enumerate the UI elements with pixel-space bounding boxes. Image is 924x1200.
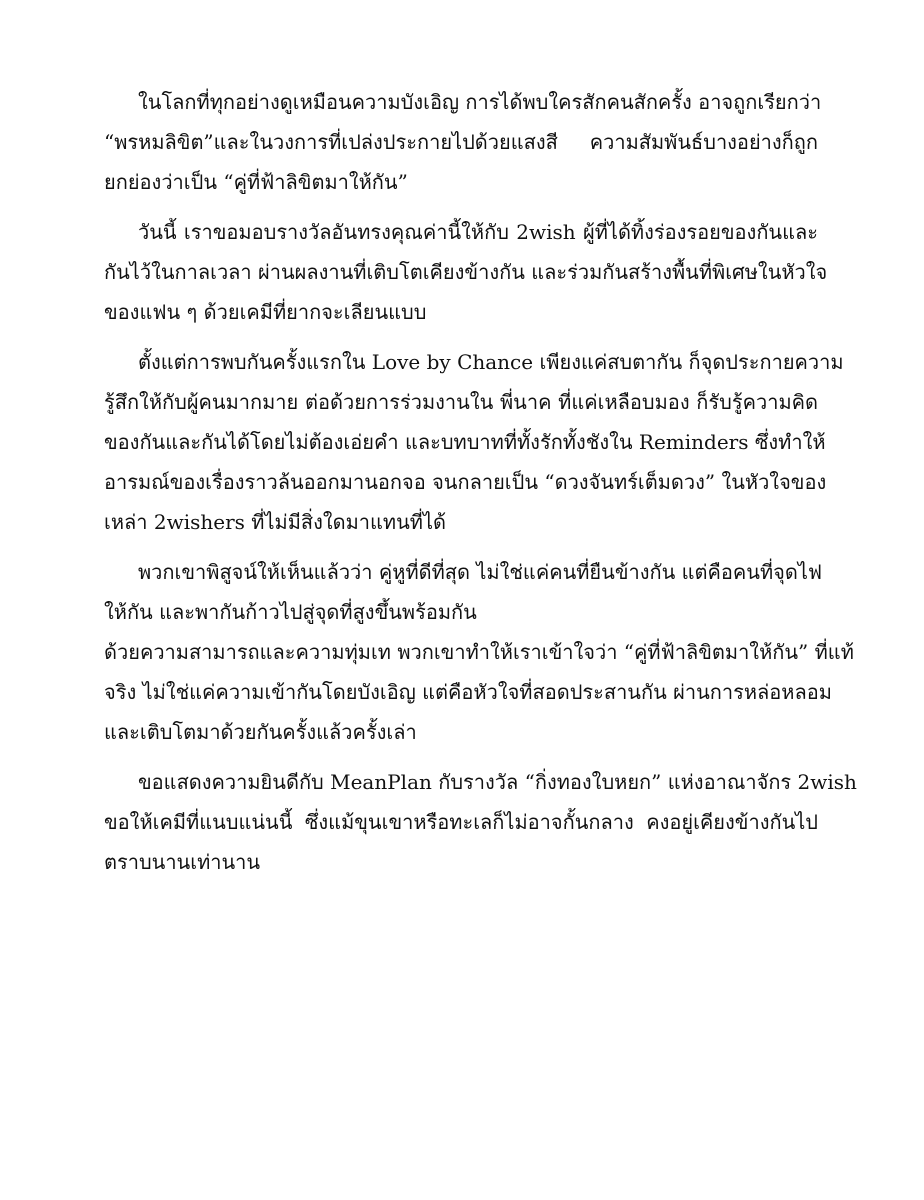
text-line: กันไว้ในกาลเวลา ผ่านผลงานที่เติบโตเคียงข้างกัน และร่วมกันสร้างพื้นที่พิเศษในหัวใจ bbox=[104, 260, 828, 284]
text-line: จริง ไม่ใช่แค่ความเข้ากันโดยบังเอิญ แต่คือหัวใจที่สอดประสานกัน ผ่านการหล่อหลอม bbox=[104, 680, 832, 704]
document-body bbox=[104, 82, 857, 882]
text-line: และเติบโตมาด้วยกันครั้งแล้วครั้งเล่า bbox=[104, 720, 417, 744]
text-line: ตราบนานเท่านาน bbox=[104, 850, 261, 874]
text-line: ให้กัน และพากันก้าวไปสู่จุดที่สูงขึ้นพร้อมกัน bbox=[104, 600, 477, 624]
text-line: วันนี้ เราขอมอบรางวัลอันทรงคุณค่านี้ให้กับ 2wish ผู้ที่ได้ทิ้งร่องรอยของกันและ bbox=[138, 220, 818, 244]
text-line: ยกย่องว่าเป็น “คู่ที่ฟ้าลิขิตมาให้กัน” bbox=[104, 170, 408, 194]
text-line: พวกเขาพิสูจน์ให้เห็นแล้วว่า คู่หูที่ดีที่สุด ไม่ใช่แค่คนที่ยืนข้างกัน แต่คือคนที่จุดไฟ bbox=[138, 560, 823, 584]
text-line: อารมณ์ของเรื่องราวล้นออกมานอกจอ จนกลายเป็น “ดวงจันทร์เต็มดวง” ในหัวใจของ bbox=[104, 470, 827, 494]
paragraph-4 bbox=[104, 552, 854, 752]
text-line: เหล่า 2wishers ที่ไม่มีสิ่งใดมาแทนที่ได้ bbox=[104, 510, 446, 534]
text-line: ขอให้เคมีที่แนบแน่นนี้ ซึ่งแม้ขุนเขาหรือทะเลก็ไม่อาจกั้นกลาง คงอยู่เคียงข้างกันไป bbox=[104, 810, 818, 834]
paragraph-3 bbox=[104, 342, 844, 542]
text-line: ในโลกที่ทุกอย่างดูเหมือนความบังเอิญ การได้พบใครสักคนสักครั้ง อาจถูกเรียกว่า bbox=[138, 90, 822, 114]
text-line: รู้สึกให้กับผู้คนมากมาย ต่อด้วยการร่วมงานใน พี่นาค ที่แค่เหลือบมอง ก็รับรู้ความคิด bbox=[104, 390, 818, 414]
text-line: ตั้งแต่การพบกันครั้งแรกใน Love by Chance เพียงแค่สบตากัน ก็จุดประกายความ bbox=[138, 350, 844, 374]
paragraph-2 bbox=[104, 212, 828, 332]
text-line: ของแฟน ๆ ด้วยเคมีที่ยากจะเลียนแบบ bbox=[104, 300, 427, 324]
text-line: ของกันและกันได้โดยไม่ต้องเอ่ยคำ และบทบาทที่ทั้งรักทั้งชังใน Reminders ซึ่งทำให้ bbox=[104, 430, 826, 454]
text-line: ด้วยความสามารถและความทุ่มเท พวกเขาทำให้เราเข้าใจว่า “คู่ที่ฟ้าลิขิตมาให้กัน” ที่แท้ bbox=[104, 640, 854, 664]
paragraph-5 bbox=[104, 762, 857, 882]
text-line: ขอแสดงความยินดีกับ MeanPlan กับรางวัล “กิ่งทองใบหยก” แห่งอาณาจักร 2wish bbox=[138, 770, 857, 794]
paragraph-1 bbox=[104, 82, 822, 202]
text-line: “พรหมลิขิต”และในวงการที่เปล่งประกายไปด้วยแสงสี ความสัมพันธ์บางอย่างก็ถูก bbox=[104, 130, 818, 154]
